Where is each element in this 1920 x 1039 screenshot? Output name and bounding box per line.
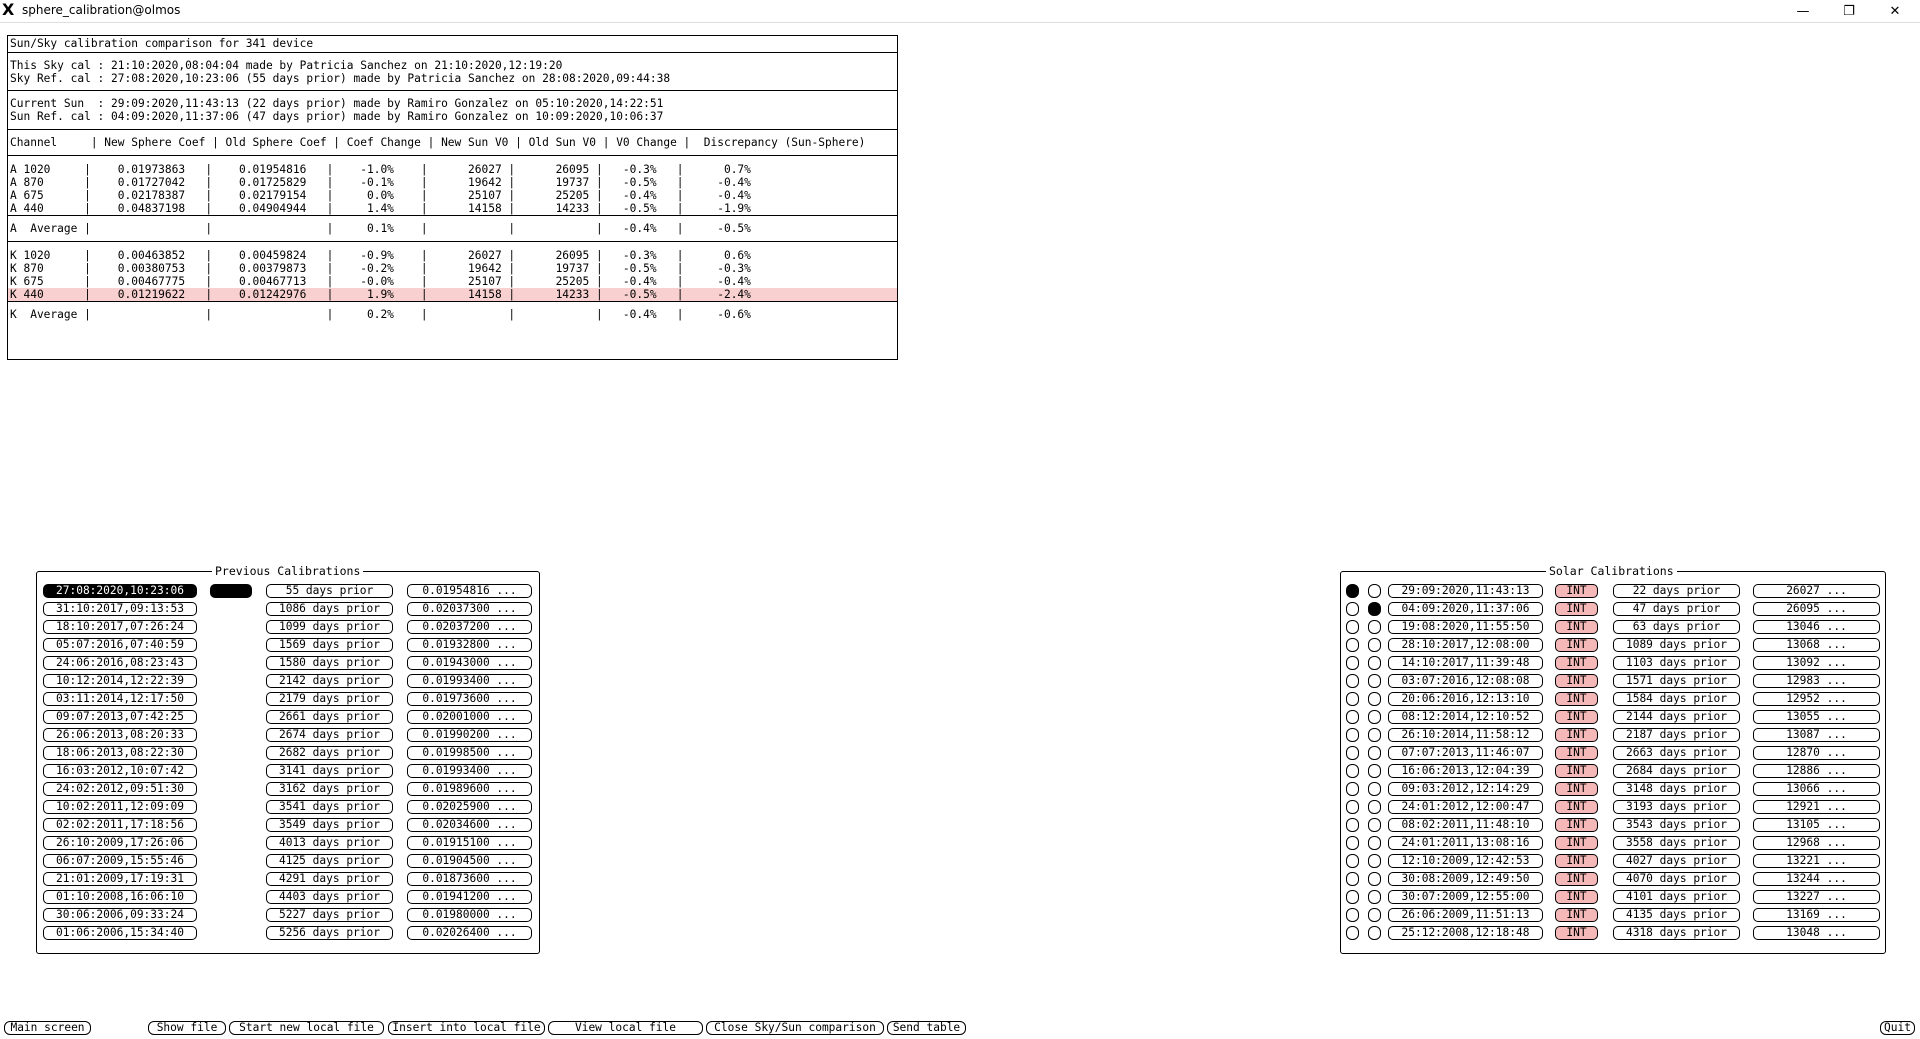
table-row: A 870 | 0.01727042 | 0.01725829 | -0.1% | 19642 | 19737 | -0.5% | -0.4% (10, 176, 751, 189)
solar-cal-prior-label: 1089 days prior (1613, 638, 1740, 652)
previous-calibrations-group (36, 564, 540, 954)
previous-cal-prior-label: 4125 days prior (266, 854, 393, 868)
solar-cal-v0-button[interactable]: 12952 ... (1753, 692, 1880, 706)
solar-cal-v0-button[interactable]: 13048 ... (1753, 926, 1880, 940)
previous-cal-prior-label: 1099 days prior (266, 620, 393, 634)
table-row: A 675 | 0.02178387 | 0.02179154 | 0.0% | 25107 | 25205 | -0.4% | -0.4% (10, 189, 751, 202)
current-sun-radio[interactable] (1346, 872, 1359, 886)
solar-cal-v0-button[interactable]: 13092 ... (1753, 656, 1880, 670)
previous-cal-coef-button[interactable]: 0.01943000 ... (407, 656, 532, 670)
a-channel-section (8, 156, 897, 216)
solar-cal-date-button[interactable]: 25:12:2008,12:18:48 (1388, 926, 1543, 940)
k-average-row: K Average | | | 0.2% | | | -0.4% | -0.6% (10, 308, 751, 321)
ref-sun-radio[interactable] (1368, 638, 1381, 652)
show-file-button[interactable]: Show file (148, 1021, 226, 1035)
previous-cal-prior-label: 5256 days prior (266, 926, 393, 940)
previous-cal-date-button[interactable]: 31:10:2017,09:13:53 (43, 602, 197, 616)
previous-cal-prior-label: 3141 days prior (266, 764, 393, 778)
previous-cal-date-button[interactable]: 18:06:2013,08:22:30 (43, 746, 197, 760)
table-row-highlighted: K 440 | 0.01219622 | 0.01242976 | 1.9% | 14158 | 14233 | -0.5% | -2.4% (8, 288, 897, 301)
selected-marker (210, 584, 252, 598)
a-average-section (8, 216, 897, 242)
solar-cal-prior-label: 3543 days prior (1613, 818, 1740, 832)
int-tag: INT (1555, 764, 1598, 778)
insert-into-local-file-button[interactable]: Insert into local file (388, 1021, 545, 1035)
ref-sun-radio[interactable] (1368, 674, 1381, 688)
current-sun-radio[interactable] (1346, 584, 1359, 598)
ref-sun-radio[interactable] (1368, 818, 1381, 832)
solar-calibrations-group (1340, 564, 1886, 954)
solar-cal-prior-label: 2684 days prior (1613, 764, 1740, 778)
previous-cal-prior-label: 5227 days prior (266, 908, 393, 922)
table-row: A 1020 | 0.01973863 | 0.01954816 | -1.0% | 26027 | 26095 | -0.3% | 0.7% (10, 163, 751, 176)
previous-cal-coef-button[interactable]: 0.01954816 ... (407, 584, 532, 598)
previous-cal-coef-button[interactable]: 0.01941200 ... (407, 890, 532, 904)
solar-cal-v0-button[interactable]: 12886 ... (1753, 764, 1880, 778)
ref-sun-radio[interactable] (1368, 764, 1381, 778)
ref-sun-radio[interactable] (1368, 908, 1381, 922)
window-title: sphere_calibration@olmos (22, 3, 181, 17)
solar-cal-prior-label: 4027 days prior (1613, 854, 1740, 868)
ref-sun-radio[interactable] (1368, 782, 1381, 796)
previous-cal-date-button[interactable]: 24:02:2012,09:51:30 (43, 782, 197, 796)
table-row: K 870 | 0.00380753 | 0.00379873 | -0.2% | 19642 | 19737 | -0.5% | -0.3% (10, 262, 751, 275)
previous-cal-prior-label: 2142 days prior (266, 674, 393, 688)
previous-cal-prior-label: 2674 days prior (266, 728, 393, 742)
current-sun-radio[interactable] (1346, 926, 1359, 940)
current-sun-radio[interactable] (1346, 836, 1359, 850)
solar-cal-v0-button[interactable]: 13221 ... (1753, 854, 1880, 868)
int-tag: INT (1555, 836, 1598, 850)
current-sun-radio[interactable] (1346, 854, 1359, 868)
previous-cal-prior-label: 4403 days prior (266, 890, 393, 904)
previous-cal-date-button[interactable]: 30:06:2006,09:33:24 (43, 908, 197, 922)
solar-cal-prior-label: 1584 days prior (1613, 692, 1740, 706)
solar-cal-v0-button[interactable]: 13244 ... (1753, 872, 1880, 886)
solar-cal-v0-button[interactable]: 13169 ... (1753, 908, 1880, 922)
sun-ref-line: Sun Ref. cal : 04:09:2020,11:37:06 (47 days prior) made by Ramiro Gonzalez on 10:09:2020,10:06:37 (10, 110, 664, 123)
previous-cal-prior-label: 1569 days prior (266, 638, 393, 652)
current-sun-radio[interactable] (1346, 908, 1359, 922)
int-tag: INT (1555, 908, 1598, 922)
solar-cal-v0-button[interactable]: 13227 ... (1753, 890, 1880, 904)
solar-cal-prior-label: 4070 days prior (1613, 872, 1740, 886)
int-tag: INT (1555, 584, 1598, 598)
ref-sun-radio[interactable] (1368, 584, 1381, 598)
int-tag: INT (1555, 854, 1598, 868)
previous-cal-coef-button[interactable]: 0.02037200 ... (407, 620, 532, 634)
solar-cal-v0-button[interactable]: 13105 ... (1753, 818, 1880, 832)
solar-cal-date-button[interactable]: 08:02:2011,11:48:10 (1388, 818, 1543, 832)
current-sun-radio[interactable] (1346, 692, 1359, 706)
previous-cal-date-button[interactable]: 05:07:2016,07:40:59 (43, 638, 197, 652)
previous-cal-coef-button[interactable]: 0.02025900 ... (407, 800, 532, 814)
int-tag: INT (1555, 746, 1598, 760)
int-tag: INT (1555, 656, 1598, 670)
current-sun-radio[interactable] (1346, 656, 1359, 670)
table-row: K 1020 | 0.00463852 | 0.00459824 | -0.9% | 26027 | 26095 | -0.3% | 0.6% (10, 249, 751, 262)
previous-cal-date-button[interactable]: 02:02:2011,17:18:56 (43, 818, 197, 832)
solar-cal-date-button[interactable]: 07:07:2013,11:46:07 (1388, 746, 1543, 760)
previous-cal-coef-button[interactable]: 0.01993400 ... (407, 764, 532, 778)
solar-cal-date-button[interactable]: 30:08:2009,12:49:50 (1388, 872, 1543, 886)
int-tag: INT (1555, 638, 1598, 652)
int-tag: INT (1555, 602, 1598, 616)
ref-sun-radio[interactable] (1368, 890, 1381, 904)
current-sun-line: Current Sun : 29:09:2020,11:43:13 (22 days prior) made by Ramiro Gonzalez on 05:10:2020,14:22:51 (10, 97, 664, 110)
solar-cal-prior-label: 3558 days prior (1613, 836, 1740, 850)
quit-button[interactable]: Quit (1880, 1021, 1915, 1035)
previous-cal-prior-label: 2682 days prior (266, 746, 393, 760)
solar-cal-prior-label: 3148 days prior (1613, 782, 1740, 796)
solar-cal-prior-label: 4135 days prior (1613, 908, 1740, 922)
previous-cal-date-button[interactable]: 26:10:2009,17:26:06 (43, 836, 197, 850)
current-sun-radio[interactable] (1346, 602, 1359, 616)
current-sun-radio[interactable] (1346, 818, 1359, 832)
comparison-report (7, 35, 898, 360)
view-local-file-button[interactable]: View local file (548, 1021, 703, 1035)
ref-sun-radio[interactable] (1368, 800, 1381, 814)
solar-calibrations-title: Solar Calibrations (1546, 564, 1677, 578)
k-average-section (8, 302, 897, 360)
previous-cal-prior-label: 1086 days prior (266, 602, 393, 616)
ref-sun-radio[interactable] (1368, 872, 1381, 886)
solar-cal-date-button[interactable]: 09:03:2012,12:14:29 (1388, 782, 1543, 796)
int-tag: INT (1555, 674, 1598, 688)
report-title: Sun/Sky calibration comparison for 341 device (10, 37, 314, 50)
solar-cal-v0-button[interactable]: 13066 ... (1753, 782, 1880, 796)
ref-sun-radio[interactable] (1368, 836, 1381, 850)
previous-cal-date-button[interactable]: 10:02:2011,12:09:09 (43, 800, 197, 814)
main-screen-button[interactable]: Main screen (4, 1021, 91, 1035)
current-sun-radio[interactable] (1346, 620, 1359, 634)
window-titlebar (0, 0, 1920, 23)
current-sun-radio[interactable] (1346, 746, 1359, 760)
previous-cal-coef-button[interactable]: 0.01993400 ... (407, 674, 532, 688)
previous-cal-date-button[interactable]: 09:07:2013,07:42:25 (43, 710, 197, 724)
solar-cal-date-button[interactable]: 28:10:2017,12:08:00 (1388, 638, 1543, 652)
solar-cal-prior-label: 1103 days prior (1613, 656, 1740, 670)
previous-cal-coef-button[interactable]: 0.01989600 ... (407, 782, 532, 796)
solar-cal-prior-label: 63 days prior (1613, 620, 1740, 634)
solar-cal-v0-button[interactable]: 26095 ... (1753, 602, 1880, 616)
solar-cal-date-button[interactable]: 24:01:2011,13:08:16 (1388, 836, 1543, 850)
table-row: A 440 | 0.04837198 | 0.04904944 | 1.4% | 14158 | 14233 | -0.5% | -1.9% (10, 202, 751, 215)
previous-cal-coef-button[interactable]: 0.01932800 ... (407, 638, 532, 652)
previous-cal-date-button[interactable]: 16:03:2012,10:07:42 (43, 764, 197, 778)
minimize-button[interactable]: — (1796, 3, 1810, 19)
solar-cal-date-button[interactable]: 14:10:2017,11:39:48 (1388, 656, 1543, 670)
int-tag: INT (1555, 692, 1598, 706)
previous-cal-date-button[interactable]: 21:01:2009,17:19:31 (43, 872, 197, 886)
solar-cal-prior-label: 47 days prior (1613, 602, 1740, 616)
previous-cal-coef-button[interactable]: 0.01973600 ... (407, 692, 532, 706)
previous-cal-coef-button[interactable]: 0.01990200 ... (407, 728, 532, 742)
close-sky-sun-comparison-button[interactable]: Close Sky/Sun comparison (706, 1021, 884, 1035)
restore-button[interactable]: ❐ (1843, 3, 1855, 19)
current-sun-radio[interactable] (1346, 764, 1359, 778)
previous-cal-prior-label: 4013 days prior (266, 836, 393, 850)
solar-cal-prior-label: 3193 days prior (1613, 800, 1740, 814)
solar-cal-date-button[interactable]: 12:10:2009,12:42:53 (1388, 854, 1543, 868)
solar-cal-v0-button[interactable]: 12921 ... (1753, 800, 1880, 814)
solar-cal-v0-button[interactable]: 13087 ... (1753, 728, 1880, 742)
send-table-button[interactable]: Send table (887, 1021, 966, 1035)
solar-cal-prior-label: 4318 days prior (1613, 926, 1740, 940)
solar-cal-date-button[interactable]: 24:01:2012,12:00:47 (1388, 800, 1543, 814)
solar-cal-prior-label: 22 days prior (1613, 584, 1740, 598)
solar-cal-prior-label: 4101 days prior (1613, 890, 1740, 904)
table-header-section (8, 130, 897, 156)
close-window-button[interactable]: ✕ (1889, 3, 1901, 19)
current-sun-radio[interactable] (1346, 728, 1359, 742)
previous-cal-coef-button[interactable]: 0.02026400 ... (407, 926, 532, 940)
a-average-row: A Average | | | 0.1% | | | -0.4% | -0.5% (10, 222, 751, 235)
solar-cal-date-button[interactable]: 26:10:2014,11:58:12 (1388, 728, 1543, 742)
int-tag: INT (1555, 782, 1598, 796)
solar-cal-v0-button[interactable]: 12968 ... (1753, 836, 1880, 850)
int-tag: INT (1555, 800, 1598, 814)
previous-cal-date-button[interactable]: 10:12:2014,12:22:39 (43, 674, 197, 688)
k-channel-section (8, 242, 897, 302)
previous-cal-coef-button[interactable]: 0.02034600 ... (407, 818, 532, 832)
previous-cal-coef-button[interactable]: 0.02037300 ... (407, 602, 532, 616)
ref-sun-radio[interactable] (1368, 854, 1381, 868)
solar-cal-prior-label: 2663 days prior (1613, 746, 1740, 760)
current-sun-radio[interactable] (1346, 674, 1359, 688)
ref-sun-radio[interactable] (1368, 746, 1381, 760)
solar-cal-date-button[interactable]: 20:06:2016,12:13:10 (1388, 692, 1543, 706)
previous-cal-date-button[interactable]: 26:06:2013,08:20:33 (43, 728, 197, 742)
int-tag: INT (1555, 890, 1598, 904)
ref-sun-radio[interactable] (1368, 602, 1381, 616)
solar-cal-v0-button[interactable]: 12870 ... (1753, 746, 1880, 760)
previous-cal-prior-label: 2179 days prior (266, 692, 393, 706)
x-app-icon: X (2, 0, 15, 19)
solar-cal-prior-label: 2187 days prior (1613, 728, 1740, 742)
previous-cal-date-button[interactable]: 06:07:2009,15:55:46 (43, 854, 197, 868)
table-header: Channel | New Sphere Coef | Old Sphere Coef | Coef Change | New Sun V0 | Old Sun V0 | V0 Change | Discrepancy (Sun-Sphere) (10, 136, 866, 149)
current-sun-radio[interactable] (1346, 638, 1359, 652)
previous-calibrations-title: Previous Calibrations (212, 564, 363, 578)
previous-cal-coef-button[interactable]: 0.01998500 ... (407, 746, 532, 760)
ref-sun-radio[interactable] (1368, 692, 1381, 706)
current-sun-radio[interactable] (1346, 890, 1359, 904)
int-tag: INT (1555, 872, 1598, 886)
previous-cal-coef-button[interactable]: 0.01915100 ... (407, 836, 532, 850)
solar-cal-prior-label: 1571 days prior (1613, 674, 1740, 688)
solar-cal-v0-button[interactable]: 26027 ... (1753, 584, 1880, 598)
solar-cal-date-button[interactable]: 04:09:2020,11:37:06 (1388, 602, 1543, 616)
solar-cal-v0-button[interactable]: 12983 ... (1753, 674, 1880, 688)
solar-cal-date-button[interactable]: 30:07:2009,12:55:00 (1388, 890, 1543, 904)
int-tag: INT (1555, 926, 1598, 940)
previous-cal-date-button[interactable]: 03:11:2014,12:17:50 (43, 692, 197, 706)
this-sky-line: This Sky cal : 21:10:2020,08:04:04 made by Patricia Sanchez on 21:10:2020,12:19:20 (10, 59, 563, 72)
previous-cal-prior-label: 3541 days prior (266, 800, 393, 814)
current-sun-radio[interactable] (1346, 800, 1359, 814)
solar-cal-v0-button[interactable]: 13068 ... (1753, 638, 1880, 652)
solar-cal-prior-label: 2144 days prior (1613, 710, 1740, 724)
sun-cal-section (8, 91, 897, 130)
table-row: K 675 | 0.00467775 | 0.00467713 | -0.0% | 25107 | 25205 | -0.4% | -0.4% (10, 275, 751, 288)
solar-cal-date-button[interactable]: 29:09:2020,11:43:13 (1388, 584, 1543, 598)
ref-sun-radio[interactable] (1368, 656, 1381, 670)
report-title-section (8, 36, 897, 53)
solar-cal-date-button[interactable]: 08:12:2014,12:10:52 (1388, 710, 1543, 724)
ref-sun-radio[interactable] (1368, 926, 1381, 940)
previous-cal-date-button[interactable]: 18:10:2017,07:26:24 (43, 620, 197, 634)
ref-sun-radio[interactable] (1368, 728, 1381, 742)
previous-cal-prior-label: 55 days prior (266, 584, 393, 598)
previous-cal-prior-label: 3162 days prior (266, 782, 393, 796)
ref-sun-radio[interactable] (1368, 620, 1381, 634)
current-sun-radio[interactable] (1346, 710, 1359, 724)
previous-cal-date-button[interactable]: 01:06:2006,15:34:40 (43, 926, 197, 940)
previous-cal-date-button[interactable]: 24:06:2016,08:23:43 (43, 656, 197, 670)
previous-cal-coef-button[interactable]: 0.01980000 ... (407, 908, 532, 922)
int-tag: INT (1555, 620, 1598, 634)
solar-cal-date-button[interactable]: 16:06:2013,12:04:39 (1388, 764, 1543, 778)
int-tag: INT (1555, 818, 1598, 832)
solar-cal-date-button[interactable]: 19:08:2020,11:55:50 (1388, 620, 1543, 634)
previous-cal-coef-button[interactable]: 0.02001000 ... (407, 710, 532, 724)
sky-cal-section (8, 53, 897, 91)
int-tag: INT (1555, 728, 1598, 742)
previous-cal-date-button[interactable]: 01:10:2008,16:06:10 (43, 890, 197, 904)
previous-cal-prior-label: 3549 days prior (266, 818, 393, 832)
solar-cal-date-button[interactable]: 26:06:2009,11:51:13 (1388, 908, 1543, 922)
previous-cal-coef-button[interactable]: 0.01873600 ... (407, 872, 532, 886)
ref-sun-radio[interactable] (1368, 710, 1381, 724)
solar-cal-v0-button[interactable]: 13055 ... (1753, 710, 1880, 724)
current-sun-radio[interactable] (1346, 782, 1359, 796)
sky-ref-line: Sky Ref. cal : 27:08:2020,10:23:06 (55 days prior) made by Patricia Sanchez on 28:08:2020,09:44:38 (10, 72, 671, 85)
solar-cal-v0-button[interactable]: 13046 ... (1753, 620, 1880, 634)
int-tag: INT (1555, 710, 1598, 724)
solar-cal-date-button[interactable]: 03:07:2016,12:08:08 (1388, 674, 1543, 688)
start-new-local-file-button[interactable]: Start new local file (229, 1021, 384, 1035)
previous-cal-prior-label: 1580 days prior (266, 656, 393, 670)
previous-cal-prior-label: 4291 days prior (266, 872, 393, 886)
previous-cal-prior-label: 2661 days prior (266, 710, 393, 724)
previous-cal-date-button[interactable]: 27:08:2020,10:23:06 (43, 584, 197, 598)
previous-cal-coef-button[interactable]: 0.01904500 ... (407, 854, 532, 868)
